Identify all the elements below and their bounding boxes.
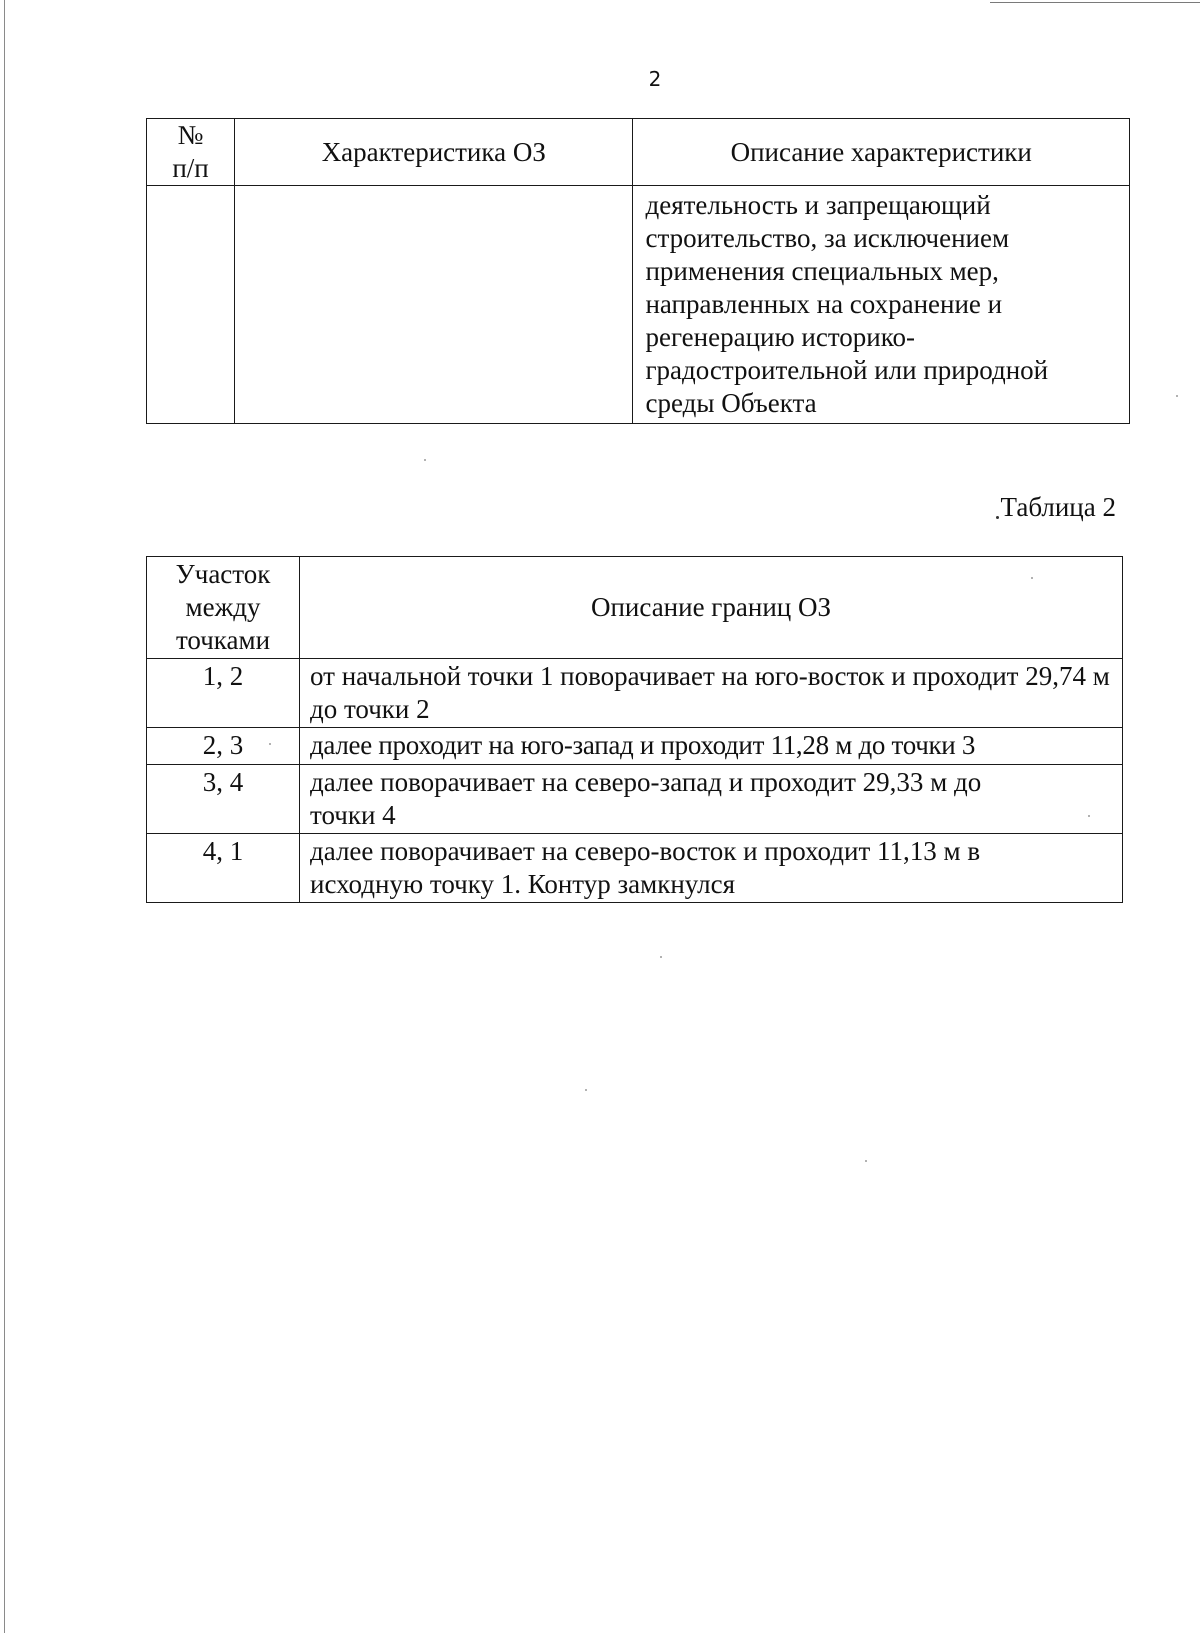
boundary-description-cell: далее проходит на юго-запад и проходит 11,28 м до точки 3 <box>300 728 1123 765</box>
scan-edge-top <box>990 2 1200 3</box>
table-row <box>147 186 1130 424</box>
table-row <box>147 728 1123 765</box>
scan-speck <box>585 1089 587 1091</box>
segment-cell: 3, 4 <box>147 765 300 834</box>
header-number <box>147 119 235 186</box>
table-header-row <box>147 557 1123 659</box>
row-description-cell: деятельность и запрещающий строительство, за исключением применения специальных мер, направленных на сохранение и регенерацию историко-градостроительной или природной среды Объекта <box>633 186 1130 424</box>
segment-cell: 1, 2 <box>147 659 300 728</box>
boundary-description-cell: далее поворачивает на северо-запад и проходит 29,33 м до точки 4 <box>300 765 1123 834</box>
header-segment-label: Участок между точками <box>175 559 271 655</box>
table-caption <box>996 491 1116 524</box>
scan-edge-left <box>4 0 5 1633</box>
scan-speck <box>269 743 271 745</box>
table-row <box>147 659 1123 728</box>
characteristics-table <box>146 118 1130 424</box>
scan-speck <box>1088 815 1090 817</box>
header-characteristic: Характеристика ОЗ <box>235 119 633 186</box>
scan-speck <box>424 459 426 461</box>
page-number: 2 <box>648 67 662 91</box>
header-boundary-description: Описание границ ОЗ <box>300 557 1123 659</box>
scan-speck <box>1031 577 1033 579</box>
header-segment <box>147 557 300 659</box>
table-caption-text: Таблица 2 <box>1000 492 1116 522</box>
table-row <box>147 834 1123 903</box>
boundary-description-cell: далее поворачивает на северо-восток и проходит 11,13 м в исходную точку 1. Контур замкнулся <box>300 834 1123 903</box>
row-characteristic-cell <box>235 186 633 424</box>
segment-cell: 2, 3 <box>147 728 300 765</box>
boundary-description-cell: от начальной точки 1 поворачивает на юго-восток и проходит 29,74 м до точки 2 <box>300 659 1123 728</box>
scan-speck <box>660 956 662 958</box>
boundaries-table <box>146 556 1123 903</box>
header-number-label: № п/п <box>172 120 209 183</box>
scan-speck <box>1176 395 1178 397</box>
scan-speck <box>865 1160 867 1162</box>
header-description: Описание характеристики <box>633 119 1130 186</box>
row-number-cell <box>147 186 235 424</box>
segment-cell: 4, 1 <box>147 834 300 903</box>
scan-dot <box>996 516 999 519</box>
table-header-row <box>147 119 1130 186</box>
table-row <box>147 765 1123 834</box>
